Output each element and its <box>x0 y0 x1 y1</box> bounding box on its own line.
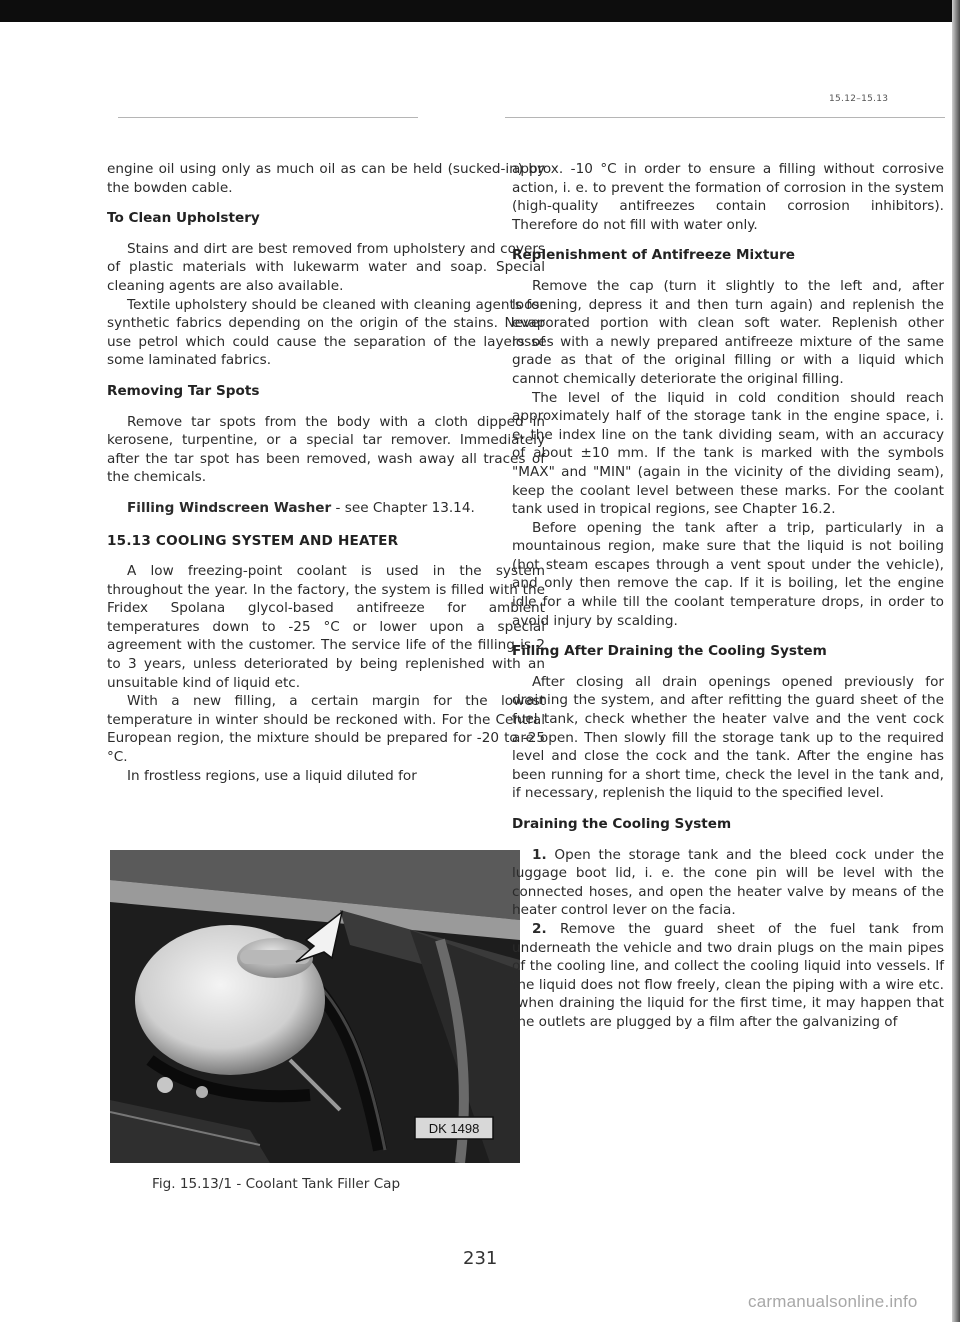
paragraph: With a new filling, a certain margin for the lowest temperature in winter should be reckoned with. For the Central European region, the mixture should be prepared for -20 to -25 °C. <box>107 693 545 766</box>
page-number: 231 <box>463 1248 498 1269</box>
paragraph: Remove tar spots from the body with a cloth dipped in kerosene, turpentine, or a special tar remover. Immediately after the tar spot has been removed, wash away all traces of the chemicals. <box>107 413 545 486</box>
paragraph: Before opening the tank after a trip, particularly in a mountainous region, make sure that the liquid is not boiling (hot steam escapes through a vent spout under the vehicle), and only then remove the cap. If it is boiling, let the engine idle for a while till the coolant temperature drops, in order to avoid injury by scalding. <box>512 519 944 629</box>
page-range-header: 15.12–15.13 <box>829 94 889 104</box>
header-rule-right <box>505 117 945 118</box>
scan-top-border <box>0 0 960 22</box>
step-number: 2. <box>532 920 547 937</box>
paragraph: Remove the cap (turn it slightly to the left and, after loosening, depress it and then turn again) and replenish the evaporated portion with clean soft water. Replenish other losses with a newly prepared antifreeze mixture of the same grade as that of the original filling or with a liquid which cannot chemically deteriorate the original filling. <box>512 277 944 387</box>
step-text: Remove the guard sheet of the fuel tank from underneath the vehicle and two drain plugs on the main pipes of the cooling line, and collect the cooling liquid into vessels. If the liquid does not flow freely, clean the piping with a wire etc. (when draining the liquid for the first time, it may happen that the outlets are plugged by a film after the galvanizing of <box>512 920 944 1030</box>
paragraph: In frostless regions, use a liquid diluted for <box>127 767 417 784</box>
washer-label: Filling Windscreen Washer <box>127 499 332 516</box>
paragraph: approx. -10 °C in order to ensure a filling without corrosive action, i. e. to prevent the formation of corrosion in the system (high-quality antifreezes contain corrosion inhibitors). Therefore do not fill with water only. <box>512 161 944 233</box>
heading-draining: Draining the Cooling System <box>512 816 732 832</box>
coolant-tank-photo <box>110 850 520 1163</box>
paragraph: The level of the liquid in cold condition should reach approximately half of the storage tank in the engine space, i. e. the index line on the tank dividing seam, with an accuracy of about ±10 mm. If the tank is marked with the symbols "MAX" and "MIN" (again in the vicinity of the dividing seam), keep the coolant level between these marks. For the coolant tank used in tropical regions, see Chapter 16.2. <box>512 389 944 518</box>
heading-replenishment: Replenishment of Antifreeze Mixture <box>512 247 796 264</box>
photo-illustration <box>110 850 520 1163</box>
left-column <box>107 160 545 785</box>
step-text: Open the storage tank and the bleed cock under the luggage boot lid, i. e. the cone pin will be level with the connected hoses, and open the heater valve by means of the heater control lever on the facia. <box>512 846 944 919</box>
figure-caption: Fig. 15.13/1 - Coolant Tank Filler Cap <box>152 1176 401 1192</box>
photo-label: DK 1498 <box>428 1121 480 1136</box>
washer-reference: - see Chapter 13.14. <box>331 499 475 516</box>
heading-filling-after-draining: Filling After Draining the Cooling System <box>512 643 827 660</box>
heading-tar-spots: Removing Tar Spots <box>107 382 260 399</box>
step-1 <box>512 846 944 920</box>
paragraph-washer <box>107 499 545 518</box>
paragraph: Stains and dirt are best removed from upholstery and covers of plastic materials with lukewarm water and soap. Special cleaning agents are also available. <box>107 240 545 294</box>
paragraph: Textile upholstery should be cleaned with cleaning agents for synthetic fabrics depending on the origin of the stains. Never use petrol which could cause the separation of the layers of some laminated fabrics. <box>107 296 545 369</box>
section-heading-cooling: 15.13 COOLING SYSTEM AND HEATER <box>107 532 399 549</box>
right-column <box>512 160 944 1032</box>
paragraph: After closing all drain openings opened previously for draining the system, and after refitting the guard sheet of the fuel tank, check whether the heater valve and the vent cock are open. Then slowly fill the storage tank up to the required level and close the cock and the tank. After the engine has been running for a short time, check the level in the tank and, if necessary, replenish the liquid to the specified level. <box>512 673 944 802</box>
paragraph: engine oil using only as much oil as can be held (sucked-in) by the bowden cable. <box>107 161 545 196</box>
scan-right-edge <box>952 0 960 1322</box>
heading-clean-upholstery: To Clean Upholstery <box>107 210 260 227</box>
step-2 <box>512 920 944 1032</box>
header-rule-left <box>118 117 418 118</box>
step-number: 1. <box>532 846 547 863</box>
watermark: carmanualsonline.info <box>748 1292 918 1311</box>
paragraph: A low freezing-point coolant is used in the system throughout the year. In the factory, the system is filled with the Fridex Spolana glycol-based antifreeze for ambient temperatures down to -25 °C or lower upon a special agreement with the customer. The service life of the filling is 2 to 3 years, unless deteriorated by being replenished with an unsuitable kind of liquid etc. <box>107 563 545 691</box>
